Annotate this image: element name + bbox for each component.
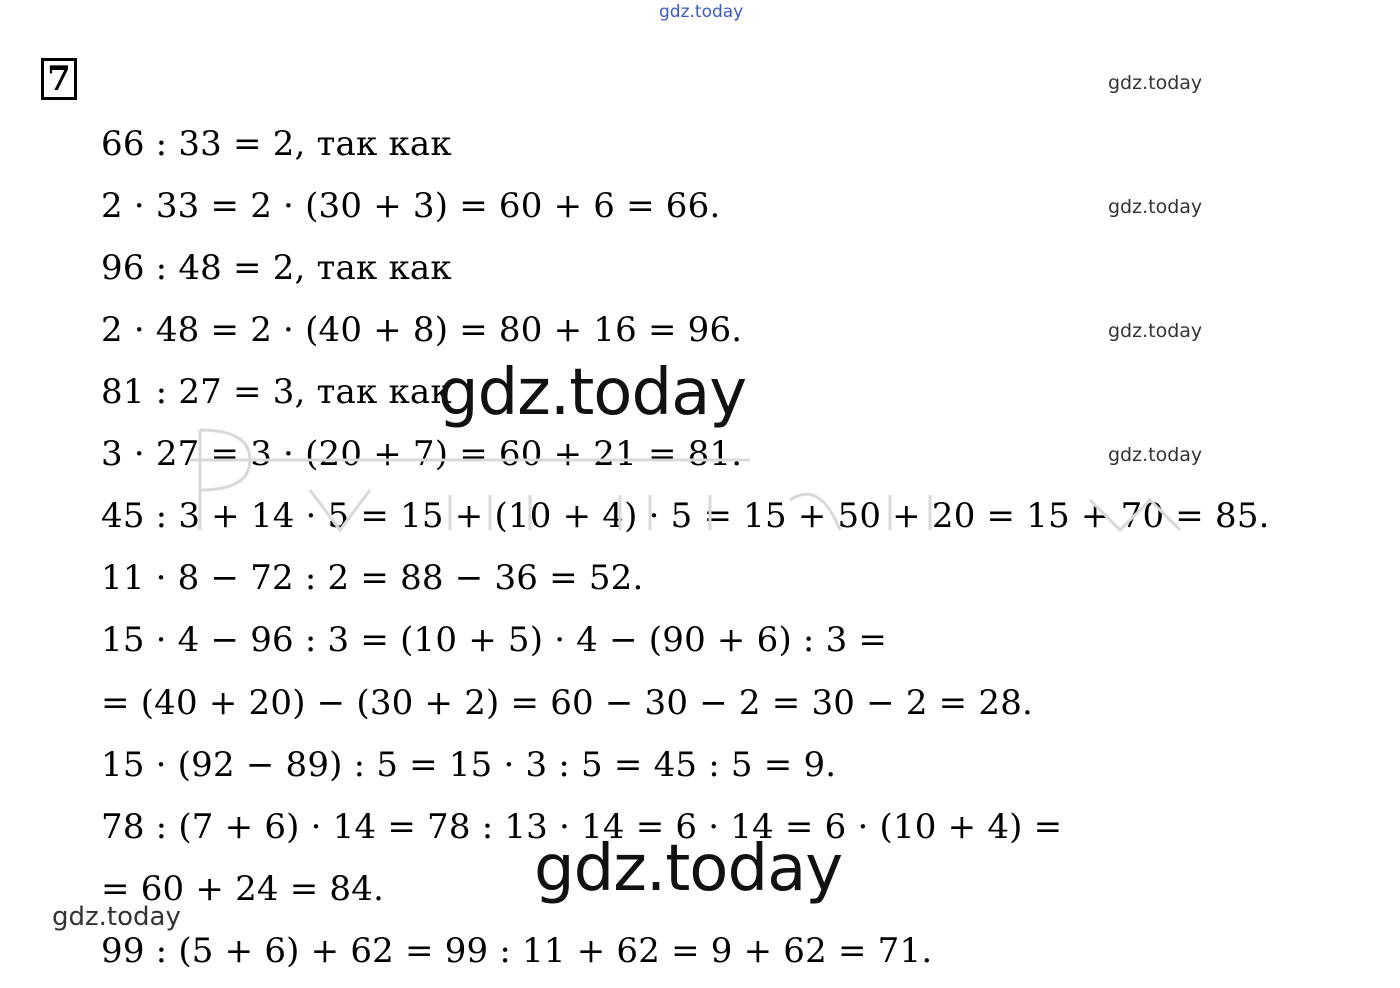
solution-line: 15 · 4 − 96 : 3 = (10 + 5) · 4 − (90 + 6) : 3 =: [101, 620, 888, 660]
solution-line: 45 : 3 + 14 · 5 = 15 + (10 + 4) · 5 = 15 + 50 + 20 = 15 + 70 = 85.: [101, 496, 1270, 536]
watermark-top: gdz.today: [659, 2, 744, 22]
task-number-box: 7: [41, 58, 77, 100]
watermark-big: gdz.today: [534, 832, 843, 906]
watermark-right: gdz.today: [1108, 444, 1203, 466]
solution-line: 96 : 48 = 2, так как: [101, 248, 452, 288]
solution-line: = 60 + 24 = 84.: [101, 869, 385, 909]
solution-line: 15 · (92 − 89) : 5 = 15 · 3 : 5 = 45 : 5 = 9.: [101, 745, 837, 785]
watermark-big: gdz.today: [438, 356, 747, 430]
solution-line: 3 · 27 = 3 · (20 + 7) = 60 + 21 = 81.: [101, 434, 743, 474]
solution-line: 99 : (5 + 6) + 62 = 99 : 11 + 62 = 9 + 62 = 71.: [101, 931, 933, 971]
solution-line: 2 · 48 = 2 · (40 + 8) = 80 + 16 = 96.: [101, 310, 743, 350]
watermark-right: gdz.today: [1108, 196, 1203, 218]
watermark-right: gdz.today: [1108, 320, 1203, 342]
solution-line: 2 · 33 = 2 · (30 + 3) = 60 + 6 = 66.: [101, 186, 721, 226]
watermark-corner: gdz.today: [52, 902, 181, 932]
solution-line: 11 · 8 − 72 : 2 = 88 − 36 = 52.: [101, 558, 644, 598]
solution-line: 66 : 33 = 2, так как: [101, 124, 452, 164]
solution-line: 78 : (7 + 6) · 14 = 78 : 13 · 14 = 6 · 14 = 6 · (10 + 4) =: [101, 807, 1063, 847]
watermark-right: gdz.today: [1108, 72, 1203, 94]
solution-line: 81 : 27 = 3, так как: [101, 372, 452, 412]
solution-line: = (40 + 20) − (30 + 2) = 60 − 30 − 2 = 30 − 2 = 28.: [101, 683, 1034, 723]
